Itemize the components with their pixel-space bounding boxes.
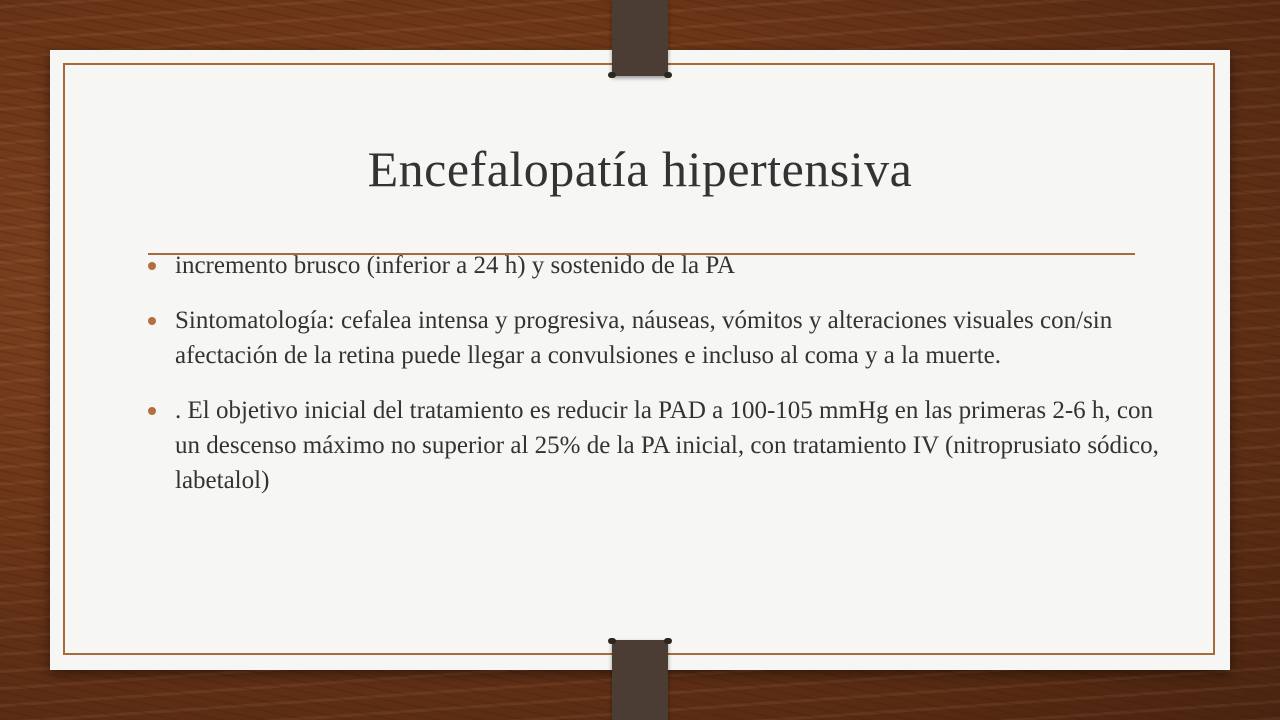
top-strap: [612, 0, 668, 76]
bullet-item: [175, 303, 1160, 373]
bottom-strap: [612, 640, 668, 720]
bullet-text: incremento brusco (inferior a 24 h) y sostenido de la PA: [175, 252, 736, 279]
bullet-dot-icon: [148, 317, 156, 325]
slide-title: Encefalopatía hipertensiva: [367, 141, 913, 197]
bullet-dot-icon: [148, 407, 156, 415]
bullet-text: . El objetivo inicial del tratamiento es reducir la PAD a 100-105 mmHg en las primeras 2-6 h, con un descenso máximo no superior al 25% de la PA inicial, con tratamiento IV (nitroprusiato sódico, labetalol): [175, 397, 1159, 494]
bullet-list: [175, 248, 1160, 518]
bullet-text: Sintomatología: cefalea intensa y progresiva, náuseas, vómitos y alteraciones visuales con/sin afectación de la retina puede llegar a convulsiones e incluso al coma y a la muerte.: [175, 307, 1113, 369]
bullet-item: [175, 248, 1160, 283]
bullet-dot-icon: [148, 262, 156, 270]
bullet-item: [175, 393, 1160, 498]
